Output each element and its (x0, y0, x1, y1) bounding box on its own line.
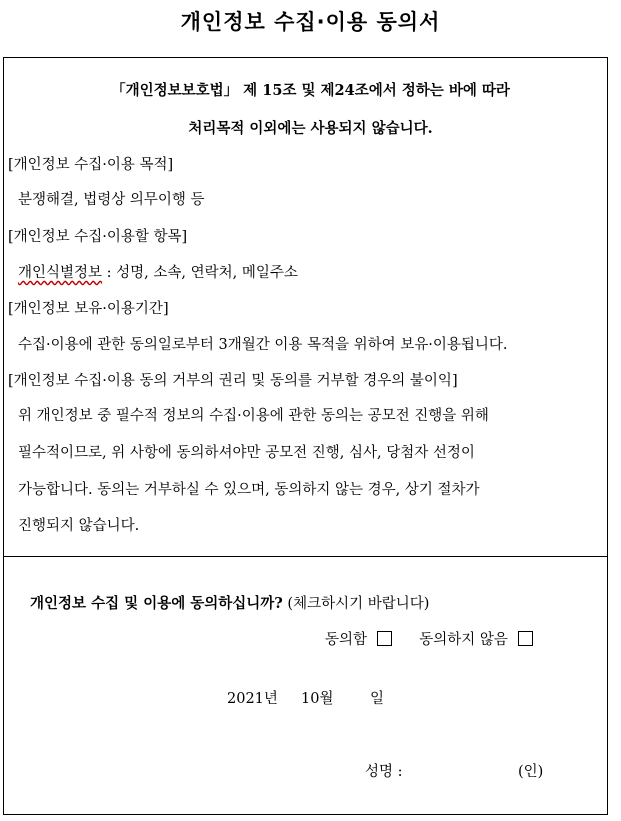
retention-text: 수집·이용에 관한 동의일로부터 3개월간 이용 목적을 위하여 보유·이용됩니다. (18, 337, 508, 353)
date-day: 일 (370, 691, 385, 707)
section-divider (3, 556, 608, 557)
refusal-line-2: 필수적이므로, 위 사항에 동의하셔야만 공모전 진행, 심사, 당첨자 선정이 (18, 445, 475, 461)
notice-line-1: 「개인정보보호법」 제 15조 및 제24조에서 정하는 바에 따라 (111, 82, 510, 99)
retention-heading: [개인정보 보유·이용기간] (8, 301, 169, 317)
disagree-checkbox[interactable] (518, 631, 533, 646)
items-line (18, 261, 298, 282)
document-title: 개인정보 수집·이용 동의서 (180, 10, 441, 34)
agree-label: 동의함 (325, 632, 368, 648)
signature-seal: (인) (518, 764, 544, 780)
purpose-text: 분쟁해결, 법령상 의무이행 등 (18, 192, 205, 208)
refusal-line-3: 가능합니다. 동의는 거부하실 수 있으며, 동의하지 않는 경우, 상기 절차가 (18, 482, 480, 498)
consent-options (325, 628, 533, 649)
agree-checkbox[interactable] (377, 631, 392, 646)
consent-question: 개인정보 수집 및 이용에 동의하십니까? (30, 595, 283, 612)
purpose-heading: [개인정보 수집·이용 목적] (8, 157, 174, 173)
refusal-line-1: 위 개인정보 중 필수적 정보의 수집·이용에 관한 동의는 공모전 진행을 위해 (18, 408, 489, 424)
refusal-heading: [개인정보 수집·이용 동의 거부의 권리 및 동의를 거부할 경우의 불이익] (8, 373, 458, 389)
items-label: 개인식별정보 (18, 265, 103, 281)
disagree-label: 동의하지 않음 (419, 632, 508, 648)
refusal-line-4: 진행되지 않습니다. (18, 518, 140, 534)
date-year: 2021년 (227, 691, 278, 707)
date-month: 10월 (301, 691, 334, 707)
consent-question-line (30, 592, 429, 613)
notice-line-2: 처리목적 이외에는 사용되지 않습니다. (188, 120, 433, 137)
items-heading: [개인정보 수집·이용할 항목] (8, 229, 188, 245)
items-text: : 성명, 소속, 연락처, 메일주소 (102, 265, 298, 281)
signature-label: 성명 : (365, 764, 403, 780)
consent-hint: (체크하시기 바랍니다) (282, 596, 430, 612)
